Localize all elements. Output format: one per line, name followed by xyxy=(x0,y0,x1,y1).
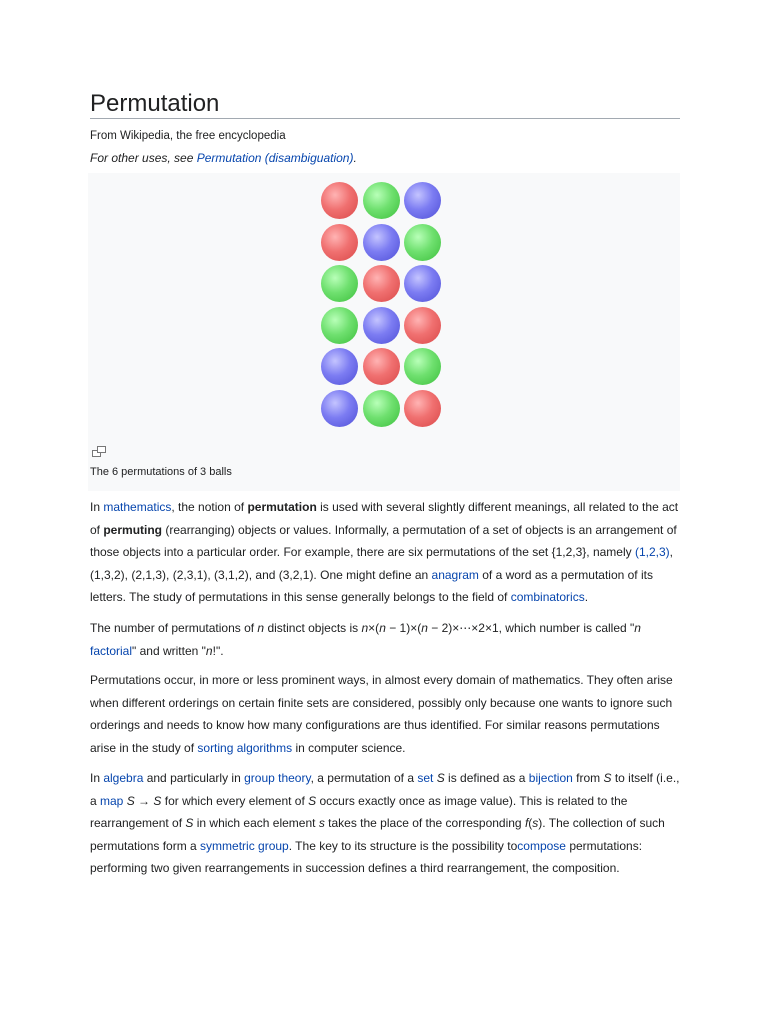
text-run: of a word as a permutation of its letters. The study of permutations in this sense generally belongs to the field of xyxy=(90,567,653,604)
blue-ball xyxy=(321,348,358,385)
math-var: f xyxy=(524,816,529,830)
blue-ball xyxy=(363,224,400,261)
text-run: In xyxy=(90,771,104,785)
math-var: S xyxy=(153,793,162,808)
math-var: s xyxy=(318,816,325,830)
group-theory-link[interactable]: group theory xyxy=(244,771,311,785)
site-tagline: From Wikipedia, the free encyclopedia xyxy=(90,130,286,142)
text-run: is used with several slightly different meanings, all related to the act of xyxy=(90,500,679,537)
text-run: Permutations occur, in more or less prominent ways, in almost every domain of mathematics. They often arise when different orderings on certain finite sets are considered, possibly only because one wants to ignore such orderings and needs to know how many configurations are thus identified. For similar reasons permutations arise in the study of xyxy=(90,673,673,755)
math-var: n xyxy=(634,621,641,635)
math-var: n xyxy=(205,643,213,658)
text-run: In xyxy=(90,500,104,514)
text-run: . The key to its structure is the possibility to xyxy=(288,838,518,853)
text-run: − 2)×⋯×2×1, which number is called " xyxy=(427,621,635,635)
bold-term: permutation xyxy=(247,500,317,514)
text-run: " and written " xyxy=(132,643,206,658)
mathematics-link[interactable]: mathematics xyxy=(103,500,172,514)
algebra-link[interactable]: algebra xyxy=(103,771,144,785)
factorial-link[interactable]: factorial xyxy=(90,643,133,658)
tuple-123-link[interactable]: (1,2,3) xyxy=(634,545,670,559)
text-run: !". xyxy=(212,643,224,658)
text-run: and particularly in xyxy=(143,771,245,785)
text-run: from xyxy=(572,771,604,785)
text-run: for which every element of xyxy=(161,793,309,808)
text-run: in which each element xyxy=(193,816,319,830)
text-run: , the notion of xyxy=(171,500,248,514)
math-var: n xyxy=(361,621,369,635)
text-run: , (1,3,2), (2,1,3), (2,3,1), (3,1,2), and (3,2,1). One might define an xyxy=(90,545,673,582)
math-var: n xyxy=(421,621,428,635)
math-var: n xyxy=(379,621,386,635)
blue-ball xyxy=(363,307,400,344)
green-ball xyxy=(404,348,441,385)
text-run: − 1)×( xyxy=(385,621,422,635)
math-var: s xyxy=(532,816,539,830)
hatnote-suffix: . xyxy=(353,151,357,165)
green-ball xyxy=(363,390,400,427)
text-run: occurs exactly once as image value). This is related to the rearrangement of xyxy=(90,793,628,830)
combinatorics-link[interactable]: combinatorics xyxy=(510,590,585,604)
text-run: . xyxy=(584,590,589,604)
symmetric-group-link[interactable]: symmetric group xyxy=(200,838,289,853)
figure-caption: The 6 permutations of 3 balls xyxy=(90,466,232,478)
hatnote xyxy=(90,150,357,167)
text-run: ×( xyxy=(368,621,380,635)
paragraph-intro xyxy=(90,496,680,609)
text-run: (rearranging) objects or values. Informally, a permutation of a set of objects is an arrangement of those objects into a particular order. For example, there are six permutations of the set {1,2,3}, namely xyxy=(90,522,677,559)
blue-ball xyxy=(404,265,441,302)
green-ball xyxy=(321,307,358,344)
green-ball xyxy=(404,224,441,261)
hatnote-prefix: For other uses, see xyxy=(90,151,197,165)
magnify-clip-icon[interactable] xyxy=(92,446,106,458)
map-link[interactable]: map xyxy=(100,793,124,808)
green-ball xyxy=(363,182,400,219)
blue-ball xyxy=(404,182,441,219)
set-link[interactable]: set xyxy=(417,771,434,785)
math-var: n xyxy=(257,621,265,635)
text-run: The number of permutations of xyxy=(90,621,258,635)
paragraph-occurrence xyxy=(90,669,680,759)
page-title: Permutation xyxy=(90,90,680,119)
sorting-algorithms-link[interactable]: sorting algorithms xyxy=(197,740,293,755)
math-var: S xyxy=(308,793,317,808)
text-run: ( xyxy=(528,816,533,830)
permutation-balls-image[interactable] xyxy=(321,182,447,432)
anagram-link[interactable]: anagram xyxy=(431,567,479,582)
red-ball xyxy=(404,307,441,344)
green-ball xyxy=(321,265,358,302)
bold-term: permuting xyxy=(103,522,163,537)
red-ball xyxy=(321,224,358,261)
text-run: → xyxy=(134,793,154,808)
text-run: to itself (i.e., a xyxy=(90,771,680,808)
text-run: distinct objects is xyxy=(264,621,362,635)
math-var: S xyxy=(185,816,194,830)
math-var: S xyxy=(436,771,445,785)
text-run: takes the place of the corresponding xyxy=(324,816,525,830)
bijection-link[interactable]: bijection xyxy=(528,771,573,785)
text-run: permutations: performing two given rearrangements in succession defines a third rearrangement, the composition. xyxy=(90,838,643,875)
disambiguation-link[interactable]: Permutation (disambiguation) xyxy=(196,151,354,165)
thumbnail-figure xyxy=(88,173,680,491)
paragraph-factorial xyxy=(90,617,680,662)
text-run: , a permutation of a xyxy=(310,771,418,785)
red-ball xyxy=(363,265,400,302)
compose-link[interactable]: compose xyxy=(517,838,566,853)
red-ball xyxy=(363,348,400,385)
text-run: is defined as a xyxy=(444,771,529,785)
math-var: S xyxy=(126,793,135,808)
red-ball xyxy=(404,390,441,427)
red-ball xyxy=(321,182,358,219)
blue-ball xyxy=(321,390,358,427)
text-run: in computer science. xyxy=(292,740,406,755)
text-run: ). The collection of such permutations form a xyxy=(90,816,665,853)
math-var: S xyxy=(603,771,612,785)
paragraph-group-theory xyxy=(90,767,680,880)
